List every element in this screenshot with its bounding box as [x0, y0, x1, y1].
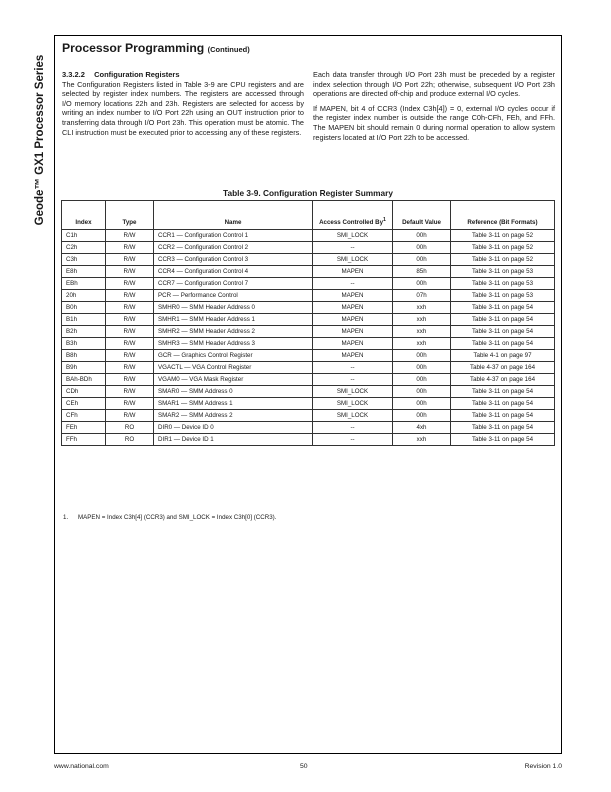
cell-index: C2h — [62, 242, 106, 254]
cell-index: CFh — [62, 410, 106, 422]
cell-access: SMI_LOCK — [313, 230, 393, 242]
cell-access: -- — [313, 242, 393, 254]
cell-type: R/W — [106, 254, 154, 266]
table-row — [62, 242, 555, 254]
col-index: Index — [62, 201, 106, 230]
cell-default: 00h — [393, 374, 451, 386]
table-row — [62, 278, 555, 290]
cell-default: 00h — [393, 362, 451, 374]
table-row — [62, 314, 555, 326]
table-row — [62, 434, 555, 446]
cell-index: C3h — [62, 254, 106, 266]
title-continued: (Continued) — [207, 45, 250, 54]
cell-type: RO — [106, 422, 154, 434]
cell-reference: Table 4-1 on page 97 — [451, 350, 555, 362]
cell-index: FEh — [62, 422, 106, 434]
cell-type: R/W — [106, 302, 154, 314]
cell-default: xxh — [393, 326, 451, 338]
cell-access: -- — [313, 278, 393, 290]
cell-default: xxh — [393, 302, 451, 314]
cell-type: R/W — [106, 362, 154, 374]
cell-index: 20h — [62, 290, 106, 302]
cell-reference: Table 3-11 on page 53 — [451, 266, 555, 278]
cell-access: SMI_LOCK — [313, 386, 393, 398]
cell-access: MAPEN — [313, 326, 393, 338]
cell-name: DIR0 — Device ID 0 — [154, 422, 313, 434]
cell-name: CCR3 — Configuration Control 3 — [154, 254, 313, 266]
cell-access: -- — [313, 422, 393, 434]
cell-index: B3h — [62, 338, 106, 350]
cell-reference: Table 3-11 on page 54 — [451, 398, 555, 410]
cell-default: 00h — [393, 410, 451, 422]
table-row — [62, 290, 555, 302]
cell-default: 00h — [393, 398, 451, 410]
side-series-title: Geode™ GX1 Processor Series — [34, 54, 46, 226]
cell-access: SMI_LOCK — [313, 398, 393, 410]
cell-name: CCR4 — Configuration Control 4 — [154, 266, 313, 278]
table-row — [62, 410, 555, 422]
table-row — [62, 398, 555, 410]
table-row — [62, 230, 555, 242]
left-column — [62, 70, 304, 142]
cell-type: R/W — [106, 266, 154, 278]
footnote-text: MAPEN = Index C3h[4] (CCR3) and SMI_LOCK = Index C3h[0] (CCR3). — [78, 514, 277, 521]
cell-index: CDh — [62, 386, 106, 398]
cell-index: B9h — [62, 362, 106, 374]
page-title — [62, 41, 250, 55]
cell-access: SMI_LOCK — [313, 410, 393, 422]
table-footnote — [63, 514, 276, 521]
table-row — [62, 266, 555, 278]
table-row — [62, 386, 555, 398]
cell-name: VGACTL — VGA Control Register — [154, 362, 313, 374]
cell-reference: Table 3-11 on page 52 — [451, 242, 555, 254]
cell-name: SMHR2 — SMM Header Address 2 — [154, 326, 313, 338]
cell-default: 4xh — [393, 422, 451, 434]
title-text: Processor Programming — [62, 41, 205, 55]
access-label: Access Controlled By — [319, 219, 384, 226]
cell-type: R/W — [106, 350, 154, 362]
cell-index: E8h — [62, 266, 106, 278]
cell-reference: Table 3-11 on page 52 — [451, 254, 555, 266]
cell-access: MAPEN — [313, 302, 393, 314]
paragraph: Each data transfer through I/O Port 23h must be preceded by a register index selection through I/O Port 22h; otherwise, subsequent I/O Port 23h operations are directed off-chip and produce external I/O cycles. — [313, 70, 555, 99]
cell-reference: Table 4-37 on page 164 — [451, 362, 555, 374]
cell-type: R/W — [106, 290, 154, 302]
cell-reference: Table 3-11 on page 53 — [451, 278, 555, 290]
cell-type: R/W — [106, 242, 154, 254]
section-number: 3.3.2.2 — [62, 70, 85, 79]
section-title: Configuration Registers — [94, 70, 180, 79]
cell-type: R/W — [106, 314, 154, 326]
cell-name: CCR7 — Configuration Control 7 — [154, 278, 313, 290]
cell-type: R/W — [106, 278, 154, 290]
col-access — [313, 201, 393, 230]
paragraph: If MAPEN, bit 4 of CCR3 (Index C3h[4]) = 0, external I/O cycles occur if the register index number is outside the range C0h-CFh, FEh, and FFh. The MAPEN bit should remain 0 during normal operation to allow system registers located at I/O Port 22h to be accessed. — [313, 103, 555, 142]
cell-name: SMHR3 — SMM Header Address 3 — [154, 338, 313, 350]
cell-reference: Table 3-11 on page 54 — [451, 302, 555, 314]
cell-reference: Table 3-11 on page 54 — [451, 434, 555, 446]
table-row — [62, 302, 555, 314]
col-type: Type — [106, 201, 154, 230]
cell-reference: Table 3-11 on page 54 — [451, 326, 555, 338]
cell-default: xxh — [393, 314, 451, 326]
col-name: Name — [154, 201, 313, 230]
cell-default: 00h — [393, 350, 451, 362]
cell-default: 00h — [393, 242, 451, 254]
cell-reference: Table 3-11 on page 54 — [451, 314, 555, 326]
cell-reference: Table 3-11 on page 54 — [451, 410, 555, 422]
table-row — [62, 338, 555, 350]
cell-type: R/W — [106, 338, 154, 350]
col-reference: Reference (Bit Formats) — [451, 201, 555, 230]
cell-type: R/W — [106, 410, 154, 422]
config-register-table — [61, 200, 555, 446]
cell-access: MAPEN — [313, 338, 393, 350]
cell-name: SMAR2 — SMM Address 2 — [154, 410, 313, 422]
footer-url[interactable]: www.national.com — [54, 763, 109, 770]
cell-name: CCR2 — Configuration Control 2 — [154, 242, 313, 254]
cell-type: R/W — [106, 374, 154, 386]
cell-access: SMI_LOCK — [313, 254, 393, 266]
cell-reference: Table 4-37 on page 164 — [451, 374, 555, 386]
cell-default: xxh — [393, 434, 451, 446]
section-heading — [62, 70, 304, 80]
cell-reference: Table 3-11 on page 54 — [451, 422, 555, 434]
cell-reference: Table 3-11 on page 53 — [451, 290, 555, 302]
cell-default: 00h — [393, 230, 451, 242]
cell-name: GCR — Graphics Control Register — [154, 350, 313, 362]
cell-access: -- — [313, 374, 393, 386]
cell-default: xxh — [393, 338, 451, 350]
cell-name: SMAR1 — SMM Address 1 — [154, 398, 313, 410]
table-row — [62, 326, 555, 338]
cell-name: SMHR1 — SMM Header Address 1 — [154, 314, 313, 326]
footnote-number: 1. — [63, 514, 69, 521]
page-number: 50 — [300, 763, 308, 770]
cell-type: R/W — [106, 230, 154, 242]
cell-index: CEh — [62, 398, 106, 410]
cell-index: B0h — [62, 302, 106, 314]
cell-index: BAh-BDh — [62, 374, 106, 386]
cell-name: SMHR0 — SMM Header Address 0 — [154, 302, 313, 314]
cell-default: 07h — [393, 290, 451, 302]
cell-index: FFh — [62, 434, 106, 446]
cell-type: R/W — [106, 386, 154, 398]
cell-default: 00h — [393, 278, 451, 290]
cell-default: 00h — [393, 254, 451, 266]
cell-access: MAPEN — [313, 290, 393, 302]
cell-default: 00h — [393, 386, 451, 398]
table-row — [62, 374, 555, 386]
table-row — [62, 254, 555, 266]
cell-default: 85h — [393, 266, 451, 278]
right-column — [313, 70, 555, 147]
cell-name: DIR1 — Device ID 1 — [154, 434, 313, 446]
table-title: Table 3-9. Configuration Register Summary — [223, 188, 393, 198]
footnote-mark: 1 — [383, 216, 386, 223]
cell-name: VGAM0 — VGA Mask Register — [154, 374, 313, 386]
table-row — [62, 362, 555, 374]
col-default: Default Value — [393, 201, 451, 230]
cell-name: SMAR0 — SMM Address 0 — [154, 386, 313, 398]
cell-access: -- — [313, 362, 393, 374]
cell-access: MAPEN — [313, 266, 393, 278]
cell-type: R/W — [106, 398, 154, 410]
cell-index: EBh — [62, 278, 106, 290]
cell-index: B2h — [62, 326, 106, 338]
cell-index: B8h — [62, 350, 106, 362]
cell-type: R/W — [106, 326, 154, 338]
table-row — [62, 350, 555, 362]
cell-name: CCR1 — Configuration Control 1 — [154, 230, 313, 242]
cell-type: RO — [106, 434, 154, 446]
cell-index: C1h — [62, 230, 106, 242]
cell-index: B1h — [62, 314, 106, 326]
cell-access: -- — [313, 434, 393, 446]
table-header-row — [62, 201, 555, 230]
cell-reference: Table 3-11 on page 52 — [451, 230, 555, 242]
revision: Revision 1.0 — [524, 763, 562, 770]
cell-access: MAPEN — [313, 350, 393, 362]
paragraph: The Configuration Registers listed in Table 3-9 are CPU registers and are selected by register index numbers. The registers are accessed through I/O memory locations 22h and 23h. Registers are selected for access by writing an index number to I/O Port 22h using an OUT instruction prior to transferring data through I/O Port 23h. This operation must be atomic. The CLI instruction must be executed prior to accessing any of these registers. — [62, 79, 304, 137]
cell-reference: Table 3-11 on page 54 — [451, 338, 555, 350]
table-row — [62, 422, 555, 434]
cell-reference: Table 3-11 on page 54 — [451, 386, 555, 398]
cell-access: MAPEN — [313, 314, 393, 326]
cell-name: PCR — Performance Control — [154, 290, 313, 302]
